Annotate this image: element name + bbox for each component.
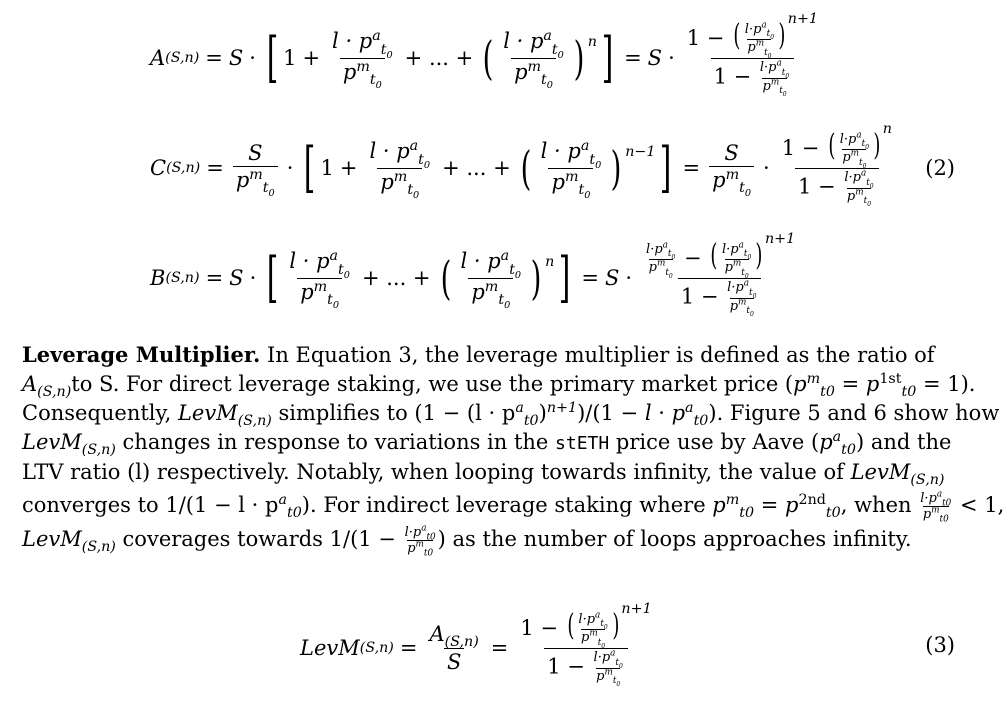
C-closed-form: 1 − ( $\frac{l\cdot p^a_{t_0}}{p^m_{t_0}}$ ) $^n$ 1 − $\frac{l\cdot p^a_{t_0}}{p^m_{t_0}}$	[781, 120, 892, 209]
equation-C: C (S,n) = $\frac{S}{p^m_{t_0}}$ · [ 1 + $\frac{l \cdot p^a_{t_0}}{p^m_{t_0}}$ + ... + ( $\frac{l \cdot p^a_{t_0}}{p^m_{t_0}}$ ) $^{n-1}$ ] = $\frac{S}{p^m_{t_0}}$ · 1 − ( $\frac{l\cdot p^a_{t_0}}{p^m_{t_0}}$ ) $^n$ 1 − $\frac{l\cdot p^a_{t_0}}{p^m_{t_0}}$	[150, 118, 898, 218]
levm-closed-form: 1 − ( $\frac{l\cdot p^a_{t_0}}{p^m_{t_0}}$ ) $^{n+1}$ 1 − $\frac{l\cdot p^a_{t_0}}{p^m_{t_0}}$	[520, 600, 652, 689]
equation-number-2: (2)	[925, 156, 955, 180]
B-closed-form: $\frac{l\cdot p^a_{t_0}}{p^m_{t_0}}$ − ( $\frac{l\cdot p^a_{t_0}}{p^m_{t_0}}$ ) $^{n+1}$ 1 − $\frac{l\cdot p^a_{t_0}}{p^m_{t_0}}$	[646, 230, 796, 319]
steth-token: stETH	[555, 433, 610, 454]
leverage-multiplier-paragraph: Leverage Multiplier. In Equation 3, the leverage multiplier is defined as the ratio of $A_{(S,n)}to$ S. For direct leverage staking, we use the primary market price $(p^m_{t0} = p^{1st}_{t0} = 1)$. Consequently, LevM$_{(S,n)}$ simplifies to $(1 - (l \cdot p^a_{t0})^{n+1})/(1 - l \cdot p^a_{t0})$. Figure 5 and 6 show how LevM$_{(S,n)}$ changes in response to variations in the stETH price use by Aave $(p^a_{t0})$ and the LTV ratio (l) respectively. Notably, when looping towards infinity, the value of LevM$_{(S,n)}$ converges to $1/(1 - l \cdot p^a_{t0})$. For indirect leverage staking where $p^m_{t0} = p^{2nd}_{t0}$, when $\frac{l\cdot p^a_{t0}}{p^m_{t0}}$ < 1, LevM$_{(S,n)}$ coverages towards 1/(1 − $\frac{l\cdot p^a_{t0}}{p^m_{t0}}$ ) as the number of loops approaches infinity.	[22, 342, 1004, 559]
text-10: converges to 1/(1 − l · p	[22, 493, 279, 517]
text-2: to S. For direct leverage staking, we use the primary market price (	[71, 372, 794, 396]
text-15: ) as the number of loops approaches infinity.	[437, 527, 912, 551]
text-4: simplifies to (1 − (l · p	[271, 401, 516, 425]
text-13: < 1,	[959, 493, 1004, 517]
equation-B: B (S,n) = S · [ $\frac{l \cdot p^a_{t_0}}{p^m_{t_0}}$ + ... + ( $\frac{l \cdot p^a_{t_0}}{p^m_{t_0}}$ ) $^n$ ] = S · $\frac{l\cdot p^a_{t_0}}{p^m_{t_0}}$ − ( $\frac{l\cdot p^a_{t_0}}{p^m_{t_0}}$ ) $^{n+1}$ 1 − $\frac{l\cdot p^a_{t_0}}{p^m_{t_0}}$	[150, 228, 801, 328]
plus-dots: + ... +	[404, 46, 474, 70]
A-symbol: A	[150, 46, 166, 70]
text-8: ) and the	[855, 430, 952, 454]
text-14: coverages towards 1/(1 −	[115, 527, 396, 551]
text-11: ). For indirect leverage staking where	[301, 493, 713, 517]
text-7: price use by Aave (	[609, 430, 820, 454]
text-9: LTV ratio (l) respectively. Notably, when looping towards infinity, the value of	[22, 460, 851, 484]
levm-symbol: LevM	[300, 636, 360, 660]
sup-1st: 1st	[879, 371, 902, 387]
fraction-lp-over-pm: $\frac{l \cdot p^a_{t_0}}{p^m_{t_0}}$	[332, 28, 393, 91]
text-3: Consequently,	[22, 401, 178, 425]
sup-2nd: 2nd	[798, 492, 826, 508]
text-5: ). Figure 5 and 6 show how	[708, 401, 1000, 425]
text-1: In Equation 3, the leverage multiplier is defined as the ratio of	[260, 343, 935, 367]
paragraph-heading: Leverage Multiplier.	[22, 342, 261, 367]
S-symbol: S	[228, 46, 244, 70]
text-6: changes in response to variations in the	[115, 430, 556, 454]
text-12: , when	[840, 493, 912, 517]
exp-n-plus-1: n+1	[764, 230, 796, 247]
C-symbol: C	[150, 156, 167, 180]
A-closed-form: 1 − ( $\frac{l\cdot p^a_{t_0}}{p^m_{t_0}}$ ) $^{n+1}$ 1 − $\frac{l\cdot p^a_{t_0}}{p^m_{t_0}}$	[686, 10, 818, 99]
equation-A: A (S,n) = S · [ 1 + $\frac{l \cdot p^a_{t_0}}{p^m_{t_0}}$ + ... + ( $\frac{l \cdot p^a_{t_0}}{p^m_{t_0}}$ ) $^n$ ] = S · 1 − ( $\frac{l\cdot p^a_{t_0}}{p^m_{t_0}}$ ) $^{n+1}$ 1 − $\frac{l\cdot p^a_{t_0}}{p^m_{t_0}}$	[150, 8, 824, 108]
eq3-denominator-S: S	[444, 648, 464, 673]
B-symbol: B	[150, 266, 166, 290]
A-over-S: $\frac{A_{(S,n)}}{S}$	[429, 622, 479, 674]
equation-number-3: (3)	[925, 633, 955, 657]
equation-3: LevM (S,n) = $\frac{A_{(S,n)}}{S}$ = 1 − ( $\frac{l\cdot p^a_{t_0}}{p^m_{t_0}}$ ) $^{n+1}$ 1 − $\frac{l\cdot p^a_{t_0}}{p^m_{t_0}}$	[300, 596, 658, 700]
levm-1: LevM	[177, 401, 238, 425]
eq3-numerator-A: A	[429, 622, 445, 647]
one: 1	[283, 46, 297, 70]
